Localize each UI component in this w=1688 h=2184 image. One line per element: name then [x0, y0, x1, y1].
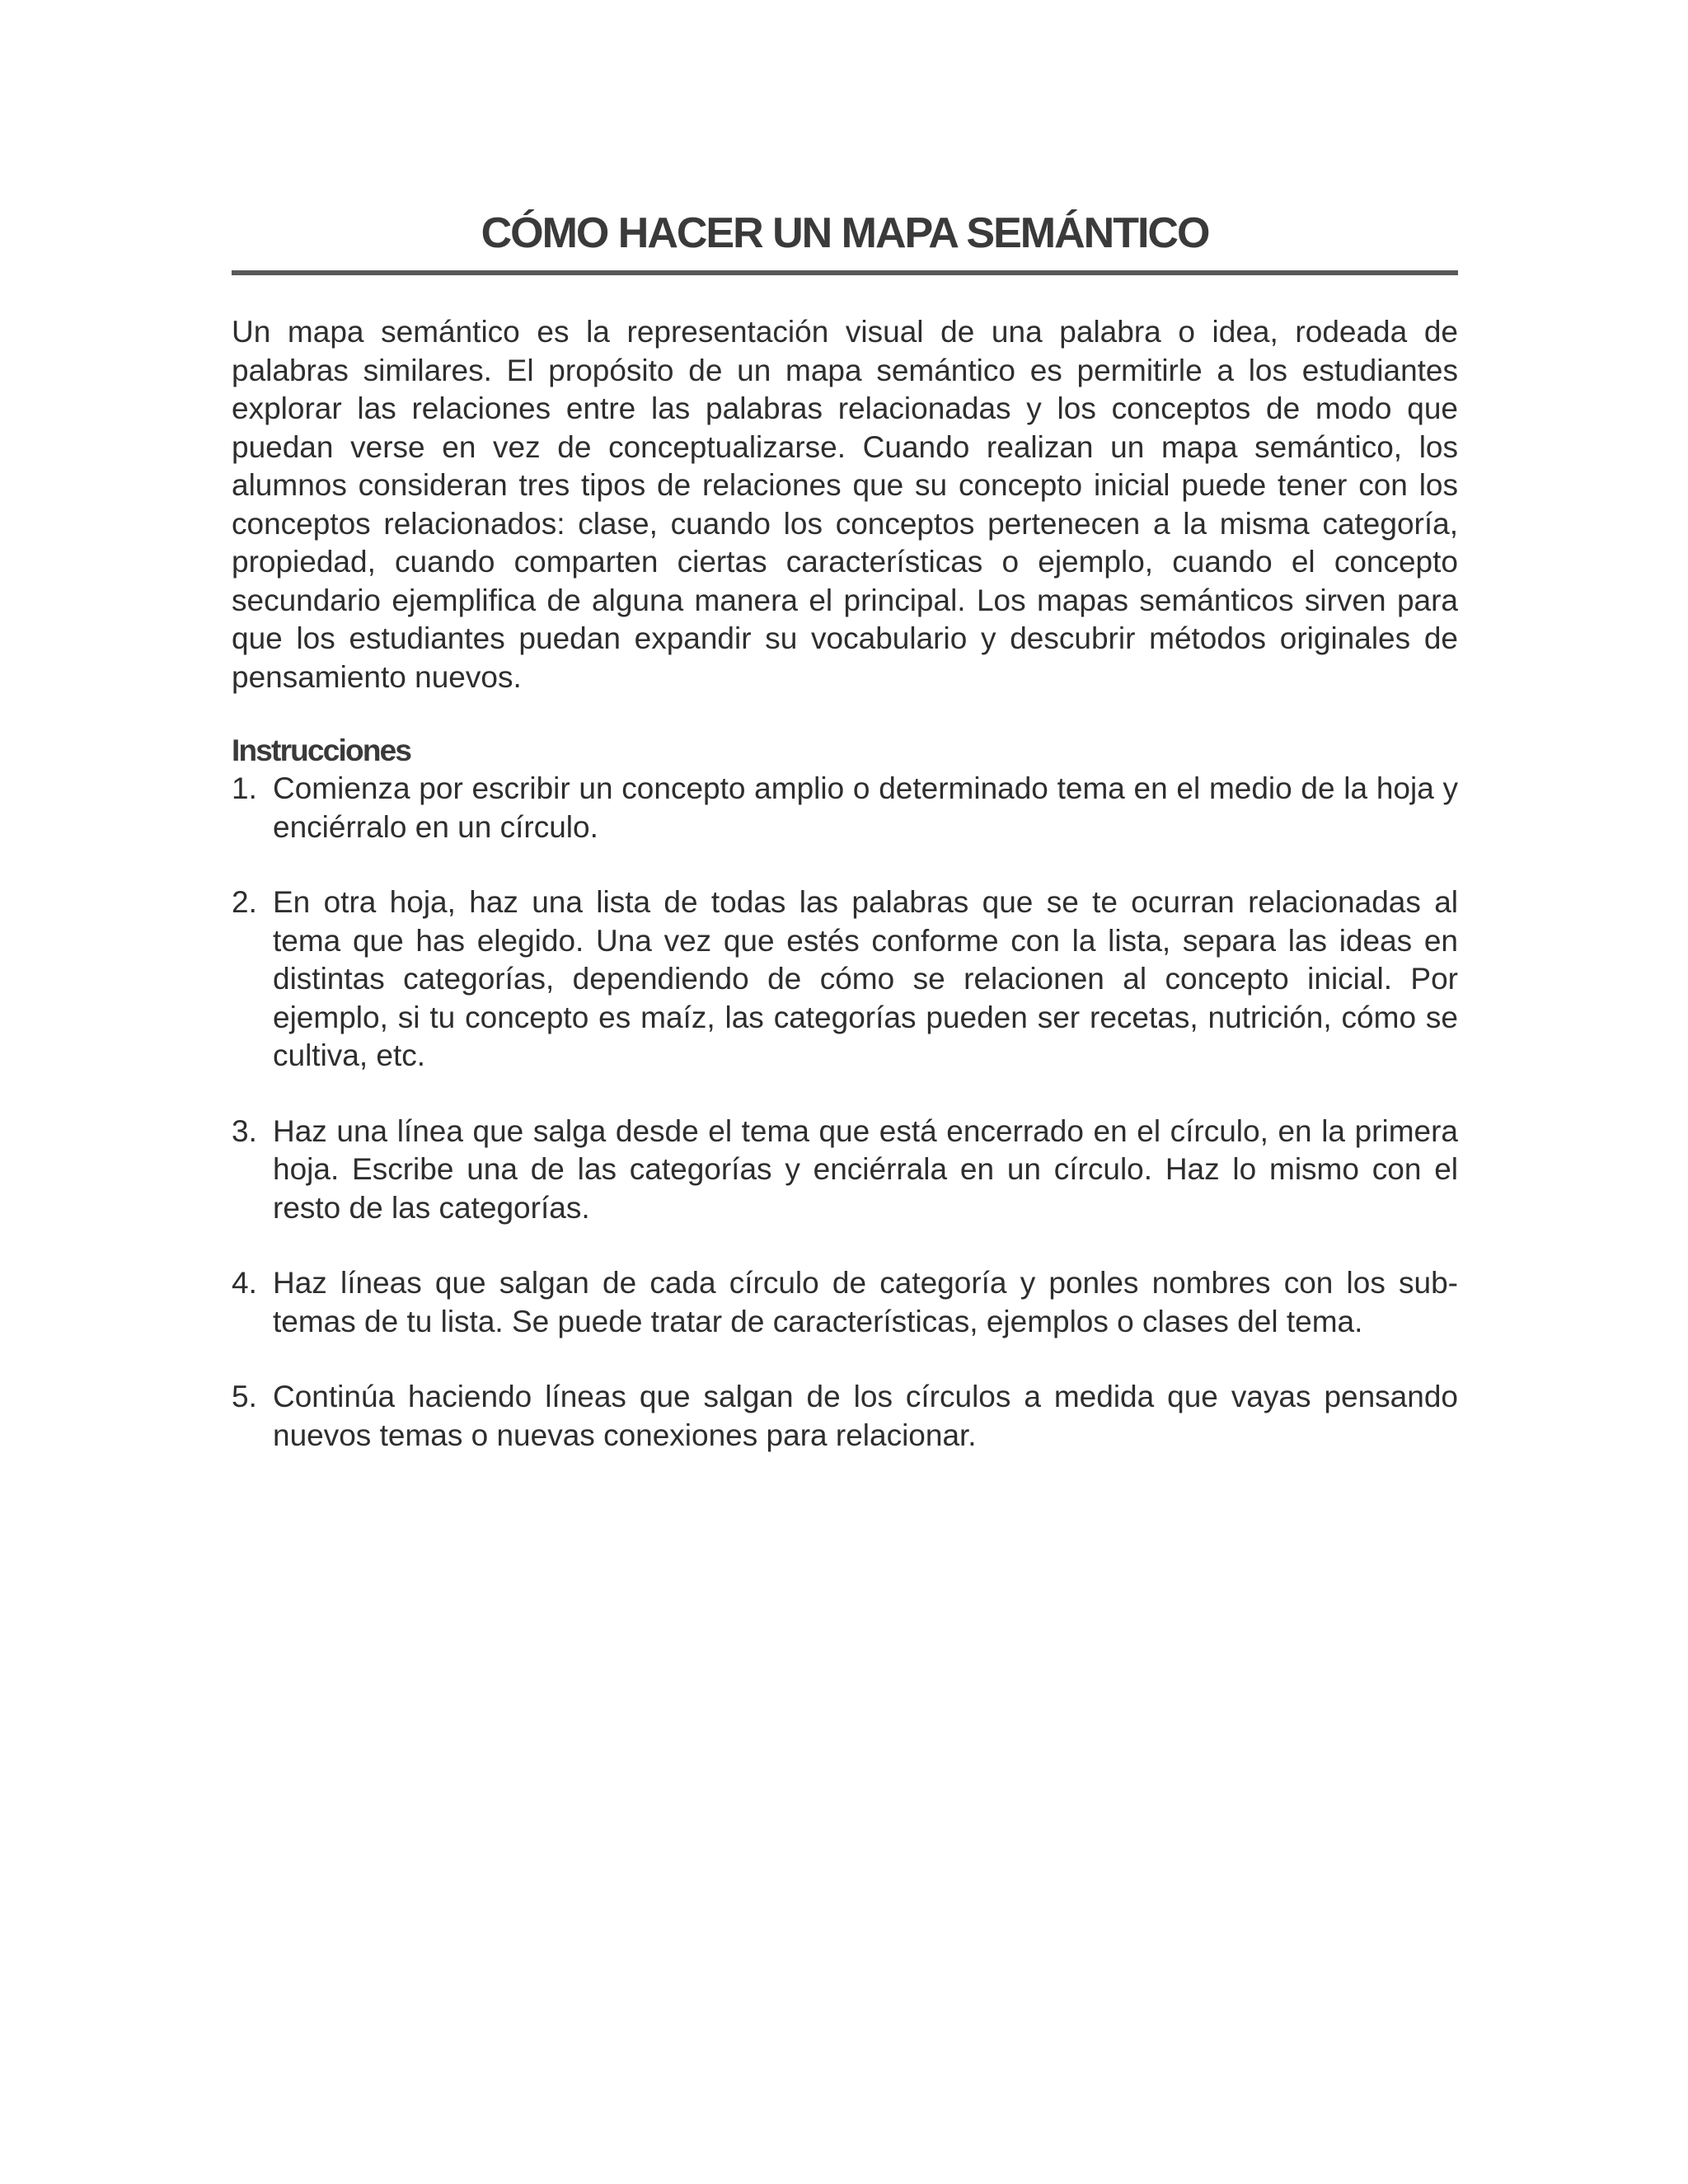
step-number: 4. — [232, 1266, 257, 1300]
instructions-list — [232, 770, 1458, 1455]
document-title: CÓMO HACER UN MAPA SEMÁNTICO — [481, 209, 1209, 257]
step-number: 2. — [232, 885, 257, 919]
step-text: Comienza por escribir un concepto amplio o determinado tema en el medio de la hoja y enciérralo en un círculo. — [273, 771, 1458, 844]
document-page — [232, 206, 1458, 1455]
list-item-step-1 — [232, 770, 1458, 846]
step-text: Haz líneas que salgan de cada círculo de categoría y ponles nombres con los sub-temas de tu lista. Se puede tratar de características, ejemplos o clases del tema. — [273, 1266, 1458, 1338]
title-underline — [232, 270, 1458, 275]
instructions-heading: Instrucciones — [232, 733, 411, 767]
list-item-step-5 — [232, 1378, 1458, 1455]
list-item-step-3 — [232, 1113, 1458, 1228]
step-text: En otra hoja, haz una lista de todas las palabras que se te ocurran relacionadas al tema que has elegido. Una vez que estés conforme con la lista, separa las ideas en distintas categorías, dependiendo de cómo se relacionen al concepto inicial. Por ejemplo, si tu concepto es maíz, las categorías pueden ser recetas, nutrición, cómo se cultiva, etc. — [273, 885, 1458, 1072]
step-number: 3. — [232, 1113, 257, 1148]
step-number: 1. — [232, 771, 257, 805]
step-text: Continúa haciendo líneas que salgan de los círculos a medida que vayas pensando nuevos temas o nuevas conexiones para relacionar. — [273, 1380, 1458, 1452]
intro-paragraph: Un mapa semántico es la representación visual de una palabra o idea, rodeada de palabras similares. El propósito de un mapa semántico es permitirle a los estudiantes explorar las relaciones entre las palabras relacionadas y los conceptos de modo que puedan verse en vez de conceptualizarse. Cuando realizan un mapa semántico, los alumnos consideran tres tipos de relaciones que su concepto inicial puede tener con los conceptos relacionados: clase, cuando los conceptos pertenecen a la misma categoría, propiedad, cuando comparten ciertas características o ejemplo, cuando el concepto secundario ejemplifica de alguna manera el principal. Los mapas semánticos sirven para que los estudiantes puedan expandir su vocabulario y descubrir métodos originales de pensamiento nuevos. — [232, 315, 1458, 694]
step-number: 5. — [232, 1380, 257, 1413]
list-item-step-2 — [232, 883, 1458, 1076]
list-item-step-4 — [232, 1264, 1458, 1341]
step-text: Haz una línea que salga desde el tema que está encerrado en el círculo, en la primera hoja. Escribe una de las categorías y enciérrala en un círculo. Haz lo mismo con el resto de las categorías. — [273, 1113, 1458, 1225]
